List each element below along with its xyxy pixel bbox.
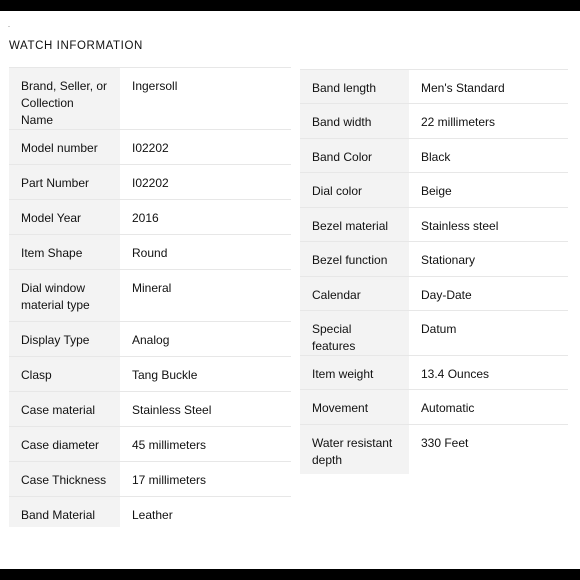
spec-label: Item Shape (9, 235, 120, 270)
spec-label: Band Color (300, 139, 409, 173)
spec-label: Calendar (300, 277, 409, 311)
spec-value: Round (120, 235, 291, 270)
table-row (300, 242, 568, 277)
spec-label: Bezel material (300, 208, 409, 242)
spec-value: 2016 (120, 200, 291, 235)
spec-label: Dial window material type (9, 270, 120, 322)
spec-label: Display Type (9, 322, 120, 357)
spec-value: Stainless Steel (120, 392, 291, 427)
spec-value: Automatic (409, 390, 568, 425)
spec-table-right (300, 69, 568, 474)
table-row (300, 173, 568, 208)
table-row (300, 390, 568, 425)
table-row (9, 165, 291, 200)
spec-value: Day-Date (409, 277, 568, 311)
spec-label: Case Thickness (9, 462, 120, 497)
spec-value: Tang Buckle (120, 357, 291, 392)
spec-label: Model number (9, 130, 120, 165)
spec-label: Band width (300, 104, 409, 139)
table-row (300, 70, 568, 104)
spec-label: Special features (300, 311, 409, 356)
table-row (9, 322, 291, 357)
spec-value: Beige (409, 173, 568, 208)
table-row (300, 356, 568, 390)
table-row (9, 200, 291, 235)
table-row (9, 235, 291, 270)
spec-value: Analog (120, 322, 291, 357)
table-row (300, 139, 568, 173)
table-row (300, 208, 568, 242)
spec-value: Men's Standard (409, 70, 568, 104)
spec-label: Band Material (9, 497, 120, 527)
spec-value: Leather (120, 497, 291, 527)
corner-mark (8, 26, 10, 27)
table-row (9, 68, 291, 130)
table-row (9, 427, 291, 462)
spec-value: Datum (409, 311, 568, 356)
table-row (9, 462, 291, 497)
spec-label: Water resistant depth (300, 425, 409, 474)
spec-value: Stainless steel (409, 208, 568, 242)
table-row (300, 311, 568, 356)
spec-label: Band length (300, 70, 409, 104)
spec-label: Bezel function (300, 242, 409, 277)
spec-value: 17 millimeters (120, 462, 291, 497)
spec-label: Part Number (9, 165, 120, 200)
spec-value: Black (409, 139, 568, 173)
spec-table-left (9, 67, 291, 527)
spec-label: Case material (9, 392, 120, 427)
table-row (9, 270, 291, 322)
spec-value: I02202 (120, 130, 291, 165)
table-row (9, 392, 291, 427)
table-row (9, 497, 291, 527)
spec-label: Clasp (9, 357, 120, 392)
spec-value: Mineral (120, 270, 291, 322)
spec-value: 45 millimeters (120, 427, 291, 462)
bottom-black-bar (0, 569, 580, 580)
table-row (300, 277, 568, 311)
spec-value: 330 Feet (409, 425, 568, 474)
spec-value: I02202 (120, 165, 291, 200)
spec-label: Item weight (300, 356, 409, 390)
spec-label: Case diameter (9, 427, 120, 462)
section-title: WATCH INFORMATION (9, 40, 143, 52)
spec-label: Movement (300, 390, 409, 425)
spec-value: Stationary (409, 242, 568, 277)
spec-value: 13.4 Ounces (409, 356, 568, 390)
spec-label: Brand, Seller, or Collection Name (9, 68, 120, 130)
spec-label: Model Year (9, 200, 120, 235)
top-black-bar (0, 0, 580, 11)
spec-label: Dial color (300, 173, 409, 208)
table-row (300, 425, 568, 474)
table-row (9, 130, 291, 165)
table-row (9, 357, 291, 392)
spec-value: Ingersoll (120, 68, 291, 130)
spec-value: 22 millimeters (409, 104, 568, 139)
table-row (300, 104, 568, 139)
